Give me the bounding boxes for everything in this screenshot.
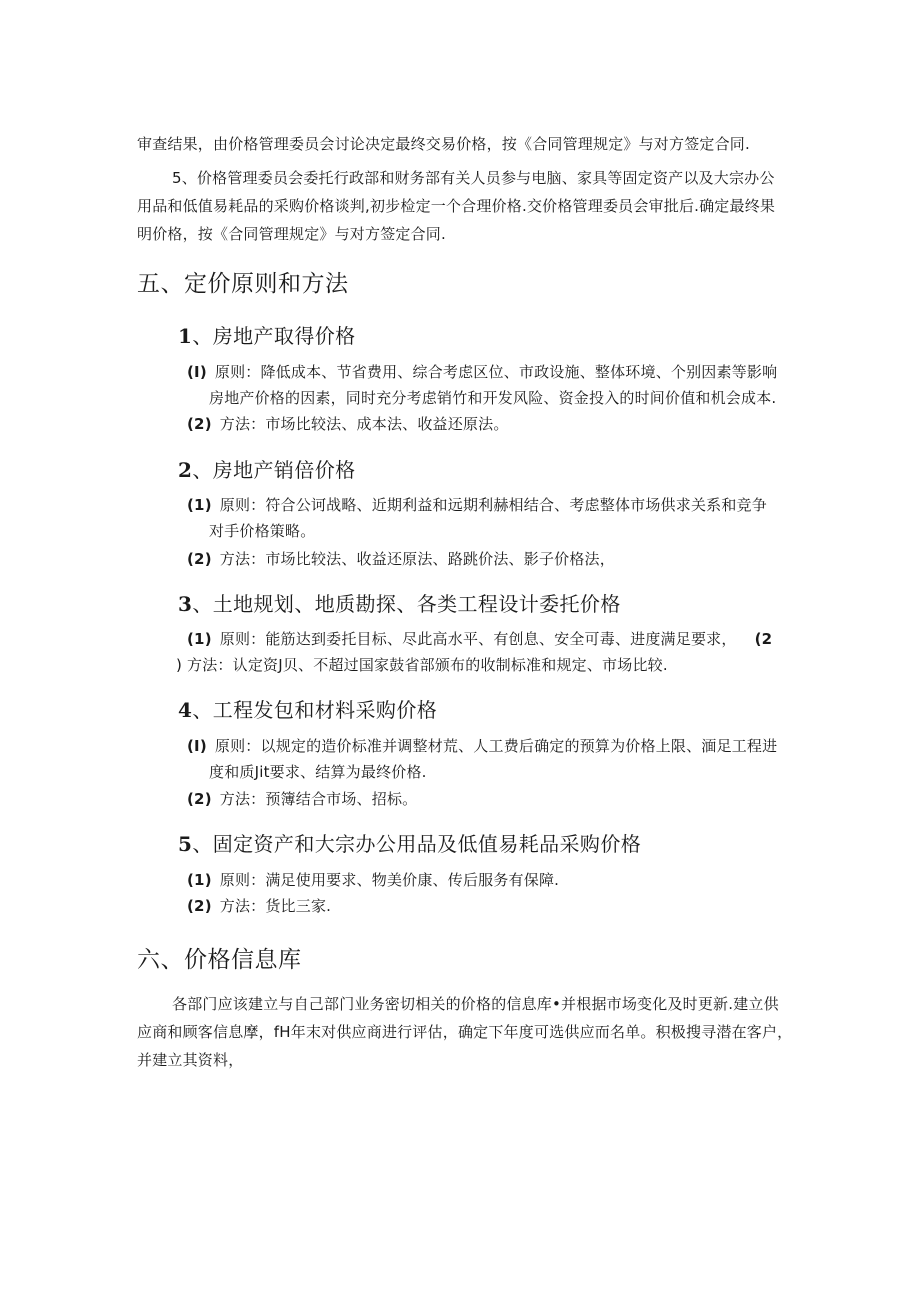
item-text: 房地产价格的因素，同时充分考虑销竹和开发风险、资金投入的时间价值和机会成本. — [209, 389, 777, 407]
item-marker: (2 — [754, 630, 773, 648]
subsection-2-title — [178, 456, 356, 484]
list-item — [187, 411, 787, 437]
subsection-title-text: 、房地产取得价格 — [192, 324, 356, 348]
list-item — [187, 893, 787, 919]
item-text: 方法：市场比较法、成本法、收益还原法。 — [219, 415, 509, 433]
item-text: 对手价格策略。 — [209, 522, 316, 540]
item-marker: (2) — [187, 550, 212, 568]
intro-line: 审查结果，由价格管理委员会讨论决定最终交易价格，按《合同管理规定》与对方签定合同. — [137, 135, 750, 153]
subsection-number: 1 — [178, 324, 193, 348]
item-text: 度和质Jit要求、结算为最终价格. — [209, 763, 427, 781]
item-marker: (1) — [187, 496, 212, 514]
list-item — [176, 652, 776, 678]
subsection-number: 5 — [178, 832, 193, 856]
subsection-number: 2 — [178, 458, 193, 482]
subsection-1-title — [178, 322, 356, 350]
item-text: 原则：能筋达到委托目标、尽此高水平、有创息、安全可毒、进度满足要求， — [219, 630, 737, 648]
subsection-number: 4 — [178, 698, 193, 722]
subsection-title-text: 、工程发包和材料采购价格 — [192, 698, 438, 722]
item-text: 方法：预簿结合市场、招标。 — [219, 790, 418, 808]
list-item — [187, 492, 787, 544]
list-item — [187, 786, 787, 812]
item-text: 原则：满足使用要求、物美价康、传后服务有保障. — [219, 871, 560, 889]
subsection-5-title — [178, 830, 641, 858]
subsection-title-text: 、土地规划、地质勘探、各类工程设计委托价格 — [192, 592, 621, 616]
section-6-title: 六、价格信息库 — [137, 947, 302, 973]
item-text: ) 方法：认定资J贝、不超过国家鼓省部颁布的收制标准和规定、市场比较. — [176, 656, 668, 674]
paragraph-5-line: 5、价格管理委员会委托行政部和财务部有关人员参与电脑、家具等固定资产以及大宗办公 — [172, 169, 775, 187]
item-marker: (2) — [187, 415, 212, 433]
item-text: 原则：符合公诃战略、近期利益和远期利赫相结合、考虑整体市场供求关系和竞争 — [219, 496, 767, 514]
list-item — [187, 867, 787, 893]
item-marker: (I) — [187, 363, 207, 381]
item-marker: (1) — [187, 630, 212, 648]
list-item — [187, 626, 787, 652]
section-6-line: 应商和顾客信息摩，fH年末对供应商进行评估，确定下年度可选供应而名单。积极搜寻潜在客户， — [137, 1023, 793, 1041]
item-text: 方法：货比三家. — [219, 897, 332, 915]
section-6-line: 并建立其资料， — [137, 1051, 244, 1069]
item-text: 原则：以规定的造价标准并调整材荒、人工费后确定的预算为价格上限、湎足工程进 — [214, 737, 778, 755]
paragraph-5-line: 用品和低值易耗品的采购价格谈判,初步检定一个合理价格.交价格管理委员会审批后.确定最终果 — [137, 197, 776, 215]
intro-paragraph — [137, 130, 789, 158]
paragraph-5 — [137, 164, 789, 248]
list-item — [187, 546, 787, 572]
item-marker: (2) — [187, 897, 212, 915]
subsection-title-text: 、房地产销倍价格 — [192, 458, 356, 482]
item-marker: (I) — [187, 737, 207, 755]
section-6-paragraph — [137, 990, 793, 1074]
subsection-3-title — [178, 590, 621, 618]
paragraph-5-line: 明价格，按《合同管理规定》与对方签定合同. — [137, 225, 446, 243]
item-marker: (1) — [187, 871, 212, 889]
list-item — [187, 359, 787, 411]
item-text: 方法：市场比较法、收益还原法、路跳价法、影子价格法， — [219, 550, 615, 568]
item-text: 原则：降低成本、节省费用、综合考虑区位、市政设施、整体环境、个别因素等影响 — [214, 363, 778, 381]
subsection-4-title — [178, 696, 437, 724]
section-6-line: 各部门应该建立与自己部门业务密切相关的价格的信息库•并根据市场变化及时更新.建立供 — [172, 995, 779, 1013]
subsection-title-text: 、固定资产和大宗办公用品及低值易耗品采购价格 — [192, 832, 642, 856]
list-item — [187, 733, 787, 785]
subsection-number: 3 — [178, 592, 193, 616]
section-5-title: 五、定价原则和方法 — [137, 271, 349, 297]
item-marker: (2) — [187, 790, 212, 808]
